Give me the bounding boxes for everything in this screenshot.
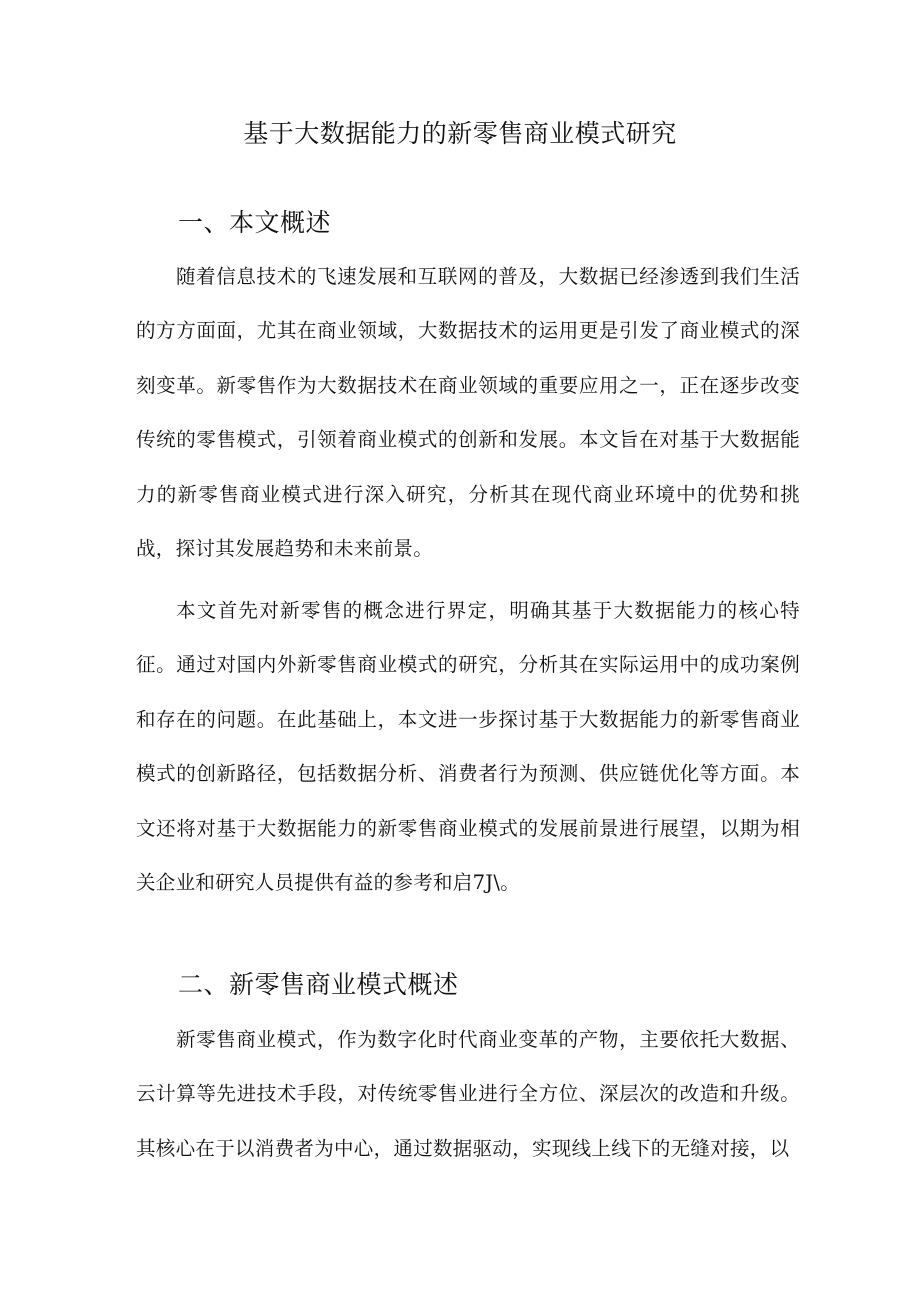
paragraph: 本文首先对新零售的概念进行界定，明确其基于大数据能力的核心特征。通过对国内外新零售商业模式的研究，分析其在实际运用中的成功案例和存在的问题。在此基础上，本文进一步探讨基于大数据能力的新零售商业模式的创新路径，包括数据分析、消费者行为预测、供应链优化等方面。本文还将对基于大数据能力的新零售商业模式的发展前景进行展望，以期为相关企业和研究人员提供有益的参考和启7J\。	[136, 599, 800, 895]
paragraph: 随着信息技术的飞速发展和互联网的普及，大数据已经渗透到我们生活的方方面面，尤其在商业领域，大数据技术的运用更是引发了商业模式的深刻变革。新零售作为大数据技术在商业领域的重要应用之一，正在逐步改变传统的零售模式，引领着商业模式的创新和发展。本文旨在对基于大数据能力的新零售商业模式进行深入研究，分析其在现代商业环境中的优势和挑战，探讨其发展趋势和未来前景。	[136, 265, 800, 561]
paragraph: 新零售商业模式，作为数字化时代商业变革的产物，主要依托大数据、云计算等先进技术手段，对传统零售业进行全方位、深层次的改造和升级。其核心在于以消费者为中心，通过数据驱动，实现线上线下的无缝对接，以	[136, 1028, 800, 1160]
document-title: 基于大数据能力的新零售商业模式研究	[243, 119, 677, 148]
section-heading-new-retail: 二、新零售商业模式概述	[178, 970, 459, 999]
section-heading-overview: 一、本文概述	[178, 208, 332, 237]
